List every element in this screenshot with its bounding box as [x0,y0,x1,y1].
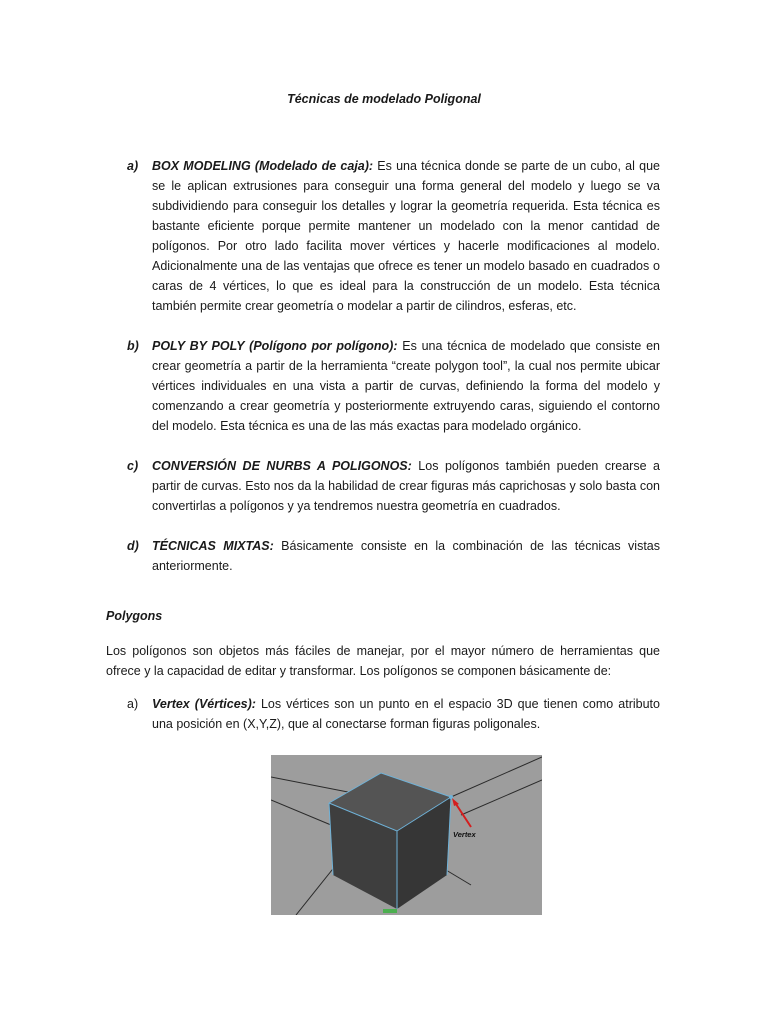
technique-text: Los polígonos también pueden crearse a partir de curvas. Esto nos da la habilidad de crear figuras más caprichosas y solo basta con convertirlas a polígonos y ya tendremos nuestra geometría en cuadrados. [152,459,660,513]
technique-heading: POLY BY POLY (Polígono por polígono): [152,339,398,353]
vertex-arrowhead [452,798,459,806]
vertex-label: Vertex [453,830,476,839]
technique-heading: BOX MODELING (Modelado de caja): [152,159,374,173]
technique-box-modeling [152,156,660,316]
technique-heading: TÉCNICAS MIXTAS: [152,539,274,553]
technique-mixed [152,536,660,576]
component-vertex [152,694,660,734]
technique-nurbs-conversion [152,456,660,516]
list-letter: c) [127,459,139,473]
list-letter: b) [127,339,139,353]
list-letter: a) [127,697,139,711]
polygons-heading: Polygons [106,609,163,623]
vertex-figure [271,755,542,915]
list-letter: d) [127,539,139,553]
component-text: Los vértices son un punto en el espacio 3D que tienen como atributo una posición en (X,Y,Z), que al conectarse forman figuras poligonales. [152,697,660,731]
technique-heading: CONVERSIÓN DE NURBS A POLIGONOS: [152,459,412,473]
technique-poly-by-poly [152,336,660,436]
technique-text: Es una técnica donde se parte de un cubo, al que se le aplican extrusiones para conseguir una forma general del modelo y luego se va subdividiendo para conseguir los detalles y lograr la geometría requerida. Esta técnica es bastante eficiente porque permite mantener un modelado con la menor cantidad de polígonos. Por otro lado facilita mover vértices y hacerle modificaciones al modelo. Adicionalmente una de las ventajas que ofrece es tener un modelo basado en cuadrados o caras de 4 vértices, lo que es ideal para la construcción de un modelo. Esta técnica también permite crear geometría o modelar a partir de cilindros, esferas, etc. [152,159,660,313]
technique-text: Es una técnica de modelado que consiste en crear geometría a partir de la herramienta “create polygon tool”, la cual nos permite ubicar vértices individuales en una vista a partir de curvas, definiendo la forma del modelo y comenzando a crear geometría y posteriormente extruyendo caras, siguiendo el contorno del modelo. Esta técnica es una de las más exactas para modelado orgánico. [152,339,660,433]
cube-illustration [271,755,542,915]
list-letter: a) [127,159,139,173]
polygons-intro: Los polígonos son objetos más fáciles de manejar, por el mayor número de herramientas que ofrece y la capacidad de editar y transformar. Los polígonos se componen básicamente de: [106,644,660,678]
origin-marker [383,909,397,913]
technique-text: Básicamente consiste en la combinación de las técnicas vistas anteriormente. [152,539,661,573]
document-title: Técnicas de modelado Poligonal [287,92,481,106]
component-heading: Vertex (Vértices): [152,697,256,711]
